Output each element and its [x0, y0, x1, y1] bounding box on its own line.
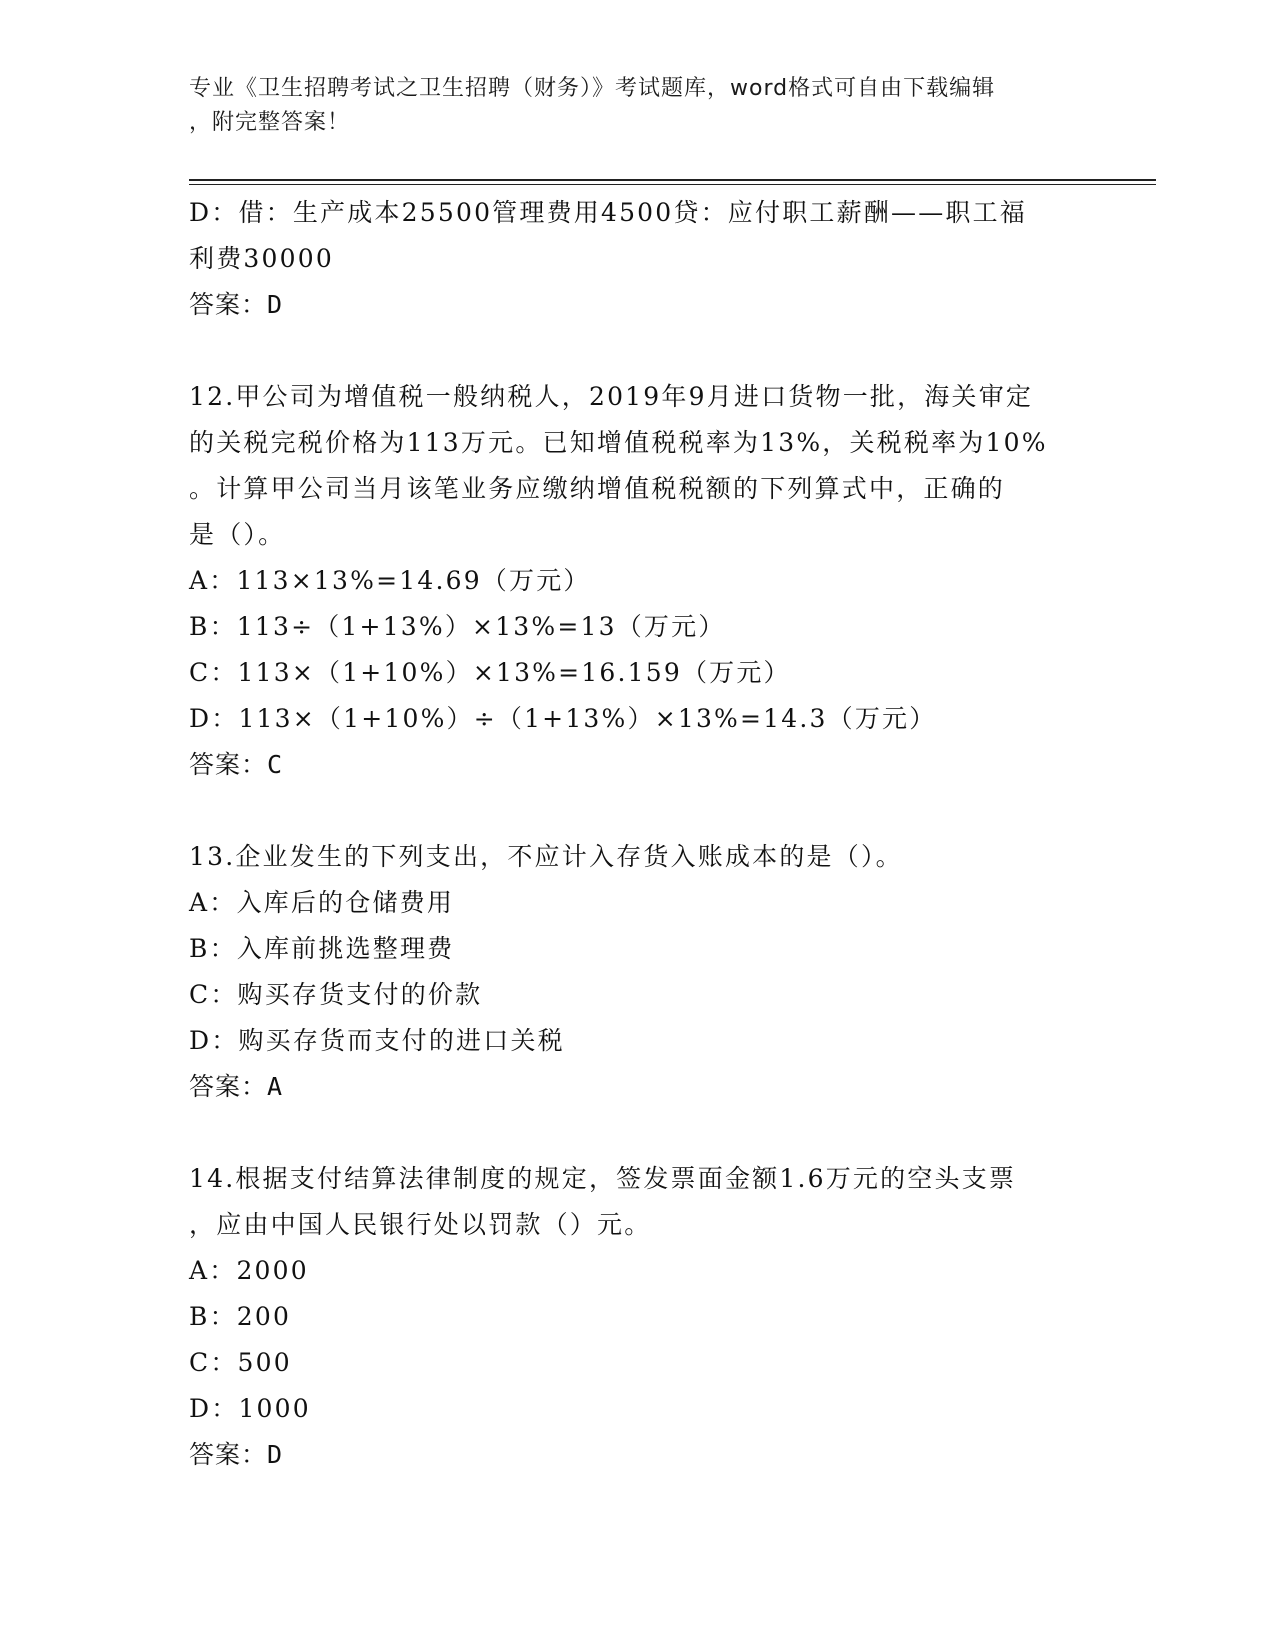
question-12	[189, 374, 1089, 788]
answer-value: A	[267, 1072, 284, 1101]
answer-label: 答案：	[189, 1072, 268, 1101]
option-c: C：500	[189, 1348, 292, 1377]
option-d: D：1000	[189, 1394, 311, 1423]
question-stem: ，应由中国人民银行处以罚款（）元。	[189, 1210, 652, 1239]
question-stem: 13.企业发生的下列支出，不应计入存货入账成本的是（）。	[189, 842, 903, 871]
question-13	[189, 834, 1089, 1110]
question-stem: 14.根据支付结算法律制度的规定，签发票面金额1.6万元的空头支票	[189, 1164, 1017, 1193]
answer-label: 答案：	[189, 290, 268, 319]
spacer	[189, 788, 1089, 834]
answer-line	[189, 282, 1089, 328]
option-c: C：113×（1+10%）×13%=16.159（万元）	[189, 658, 791, 687]
question-11-tail	[189, 190, 1089, 328]
page-header	[189, 72, 1089, 140]
option-d: D：113×（1+10%）÷（1+13%）×13%=14.3（万元）	[189, 704, 937, 733]
question-stem: 12.甲公司为增值税一般纳税人，2019年9月进口货物一批，海关审定	[189, 382, 1034, 411]
spacer	[189, 328, 1089, 374]
option-a: A：2000	[189, 1256, 309, 1285]
option-b: B：113÷（1+13%）×13%=13（万元）	[189, 612, 726, 641]
option-b: B：200	[189, 1302, 292, 1331]
header-line-1: 专业《卫生招聘考试之卫生招聘（财务）》考试题库，word格式可自由下载编辑	[189, 76, 996, 101]
question-stem: 。计算甲公司当月该笔业务应缴纳增值税税额的下列算式中，正确的	[189, 474, 1006, 503]
option-b: B：入库前挑选整理费	[189, 934, 455, 963]
answer-label: 答案：	[189, 1440, 268, 1469]
option-c: C：购买存货支付的价款	[189, 980, 483, 1009]
option-d: D：借：生产成本25500管理费用4500贷：应付职工薪酬——职工福	[189, 198, 1027, 227]
answer-value: D	[267, 290, 284, 319]
answer-line	[189, 1064, 1089, 1110]
question-14	[189, 1156, 1089, 1478]
spacer	[189, 1110, 1089, 1156]
answer-value: D	[267, 1440, 284, 1469]
question-content	[189, 190, 1089, 1478]
answer-line	[189, 742, 1089, 788]
header-line-2: ，附完整答案！	[189, 110, 351, 135]
option-d-continuation: 利费30000	[189, 244, 334, 273]
option-d: D：购买存货而支付的进口关税	[189, 1026, 565, 1055]
answer-label: 答案：	[189, 750, 268, 779]
answer-value: C	[267, 750, 284, 779]
question-stem: 是（）。	[189, 520, 286, 549]
question-stem: 的关税完税价格为113万元。已知增值税税率为13%，关税税率为10%	[189, 428, 1048, 457]
option-a: A：入库后的仓储费用	[189, 888, 455, 917]
answer-line	[189, 1432, 1089, 1478]
header-divider-thick	[189, 179, 1156, 181]
header-divider-thin	[189, 184, 1156, 185]
option-a: A：113×13%=14.69（万元）	[189, 566, 591, 595]
